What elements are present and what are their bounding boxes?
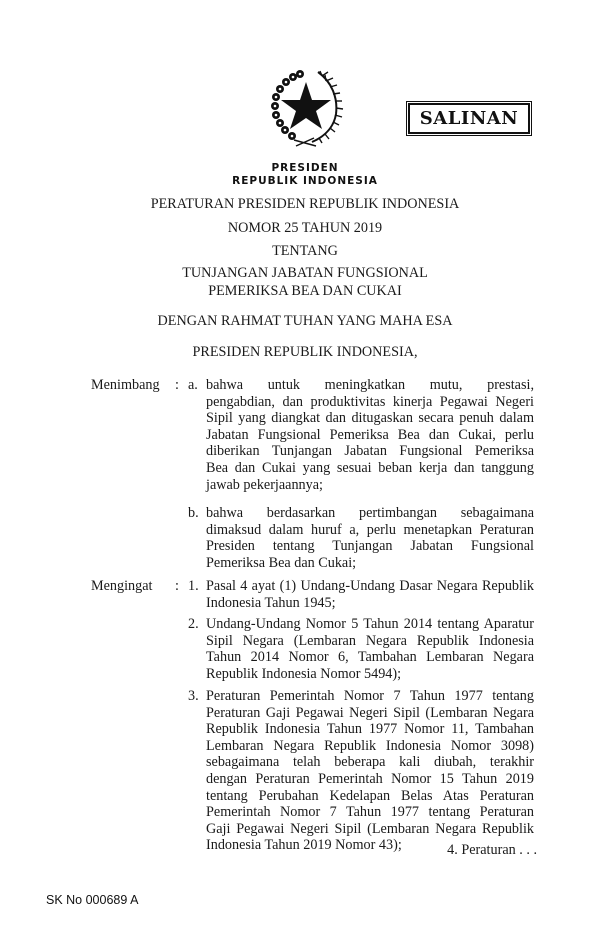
text-line: Undang-Undang Nomor 5 Tahun 2014 tentang Aparatur xyxy=(206,616,534,632)
regulation-subject-line1: TUNJANGAN JABATAN FUNGSIONAL xyxy=(182,265,428,281)
text-line: Peraturan Gaji Pegawai Negeri Sipil (Lembaran Negara xyxy=(206,704,534,721)
garuda-star-emblem-icon xyxy=(266,66,344,148)
text-line: Pemeriksa Bea dan Cukai; xyxy=(206,554,357,571)
text-line: Indonesia Tahun 2019 Nomor 43); xyxy=(206,837,402,854)
menimbang-item-b xyxy=(206,505,534,571)
text-line: Bea dan Cukai yang sesuai beban kerja dan tanggung xyxy=(206,459,534,476)
mengingat-colon: : xyxy=(175,578,179,594)
text-line: bahwa berdasarkan pertimbangan sebagaimana xyxy=(206,505,534,521)
text-line: diberikan Tunjangan Jabatan Fungsional Pemeriksa xyxy=(206,443,534,460)
regulation-number: NOMOR 25 TAHUN 2019 xyxy=(227,220,383,236)
office-title-republic: REPUBLIK INDONESIA xyxy=(232,175,378,187)
menimbang-colon: : xyxy=(175,377,179,393)
continuation-marker: 4. Peraturan . . . xyxy=(447,842,537,858)
menimbang-label: Menimbang xyxy=(91,377,160,393)
invocation: DENGAN RAHMAT TUHAN YANG MAHA ESA xyxy=(157,313,453,329)
document-serial-number: SK No 000689 A xyxy=(46,893,139,907)
text-line: Jabatan Fungsional Pemeriksa Bea dan Cukai, perlu xyxy=(206,426,534,443)
mengingat-item-3-marker: 3. xyxy=(188,688,199,704)
salinan-stamp: SALINAN xyxy=(408,103,530,134)
text-line: Peraturan Pemerintah Nomor 7 Tahun 1977 tentang xyxy=(206,688,534,704)
regulation-type: PERATURAN PRESIDEN REPUBLIK INDONESIA xyxy=(150,196,460,212)
regulation-subject-line2: PEMERIKSA BEA DAN CUKAI xyxy=(208,283,402,299)
mengingat-item-1-marker: 1. xyxy=(188,578,199,594)
text-line: Republik Indonesia Tahun 1977 Nomor 11, Tambahan xyxy=(206,721,534,738)
text-line: Lembaran Negara Republik Indonesia Nomor 3098) xyxy=(206,737,534,754)
regulation-about-label: TENTANG xyxy=(272,243,338,259)
mengingat-item-2 xyxy=(206,616,534,682)
menimbang-item-b-marker: b. xyxy=(188,505,199,521)
text-line: Presiden tentang Tunjangan Jabatan Fungsional xyxy=(206,538,534,555)
text-line: Tahun 2014 Nomor 6, Tambahan Lembaran Negara xyxy=(206,649,534,666)
menimbang-item-a xyxy=(206,377,534,493)
text-line: Pasal 4 ayat (1) Undang-Undang Dasar Negara Republik xyxy=(206,578,534,594)
mengingat-item-1 xyxy=(206,578,534,611)
text-line: Indonesia Tahun 1945; xyxy=(206,594,336,611)
issuer: PRESIDEN REPUBLIK INDONESIA, xyxy=(192,344,418,360)
text-line: jawab pekerjaannya; xyxy=(206,476,323,493)
text-line: bahwa untuk meningkatkan mutu, prestasi, xyxy=(206,377,534,393)
text-line: Sipil Negara (Lembaran Negara Republik Indonesia xyxy=(206,632,534,649)
text-line: dimaksud dalam huruf a, perlu menetapkan Peraturan xyxy=(206,521,534,538)
text-line: Gaji Pegawai Negeri Sipil (Lembaran Negara Republik xyxy=(206,820,534,837)
office-title-president: PRESIDEN xyxy=(271,162,339,174)
mengingat-item-2-marker: 2. xyxy=(188,616,199,632)
text-line: sebagaimana telah beberapa kali diubah, terakhir xyxy=(206,754,534,771)
text-line: Sipil yang diangkat dan ditugaskan secara penuh dalam xyxy=(206,410,534,427)
text-line: dengan Peraturan Pemerintah Nomor 15 Tahun 2019 xyxy=(206,770,534,787)
text-line: pengabdian, dan produktivitas kinerja Pegawai Negeri xyxy=(206,393,534,410)
mengingat-label: Mengingat xyxy=(91,578,153,594)
text-line: Pemerintah Nomor 7 Tahun 1977 tentang Peraturan xyxy=(206,804,534,821)
mengingat-item-3 xyxy=(206,688,534,854)
menimbang-item-a-marker: a. xyxy=(188,377,198,393)
text-line: Republik Indonesia Nomor 5494); xyxy=(206,665,402,682)
text-line: tentang Perubahan Kedelapan Belas Atas Peraturan xyxy=(206,787,534,804)
